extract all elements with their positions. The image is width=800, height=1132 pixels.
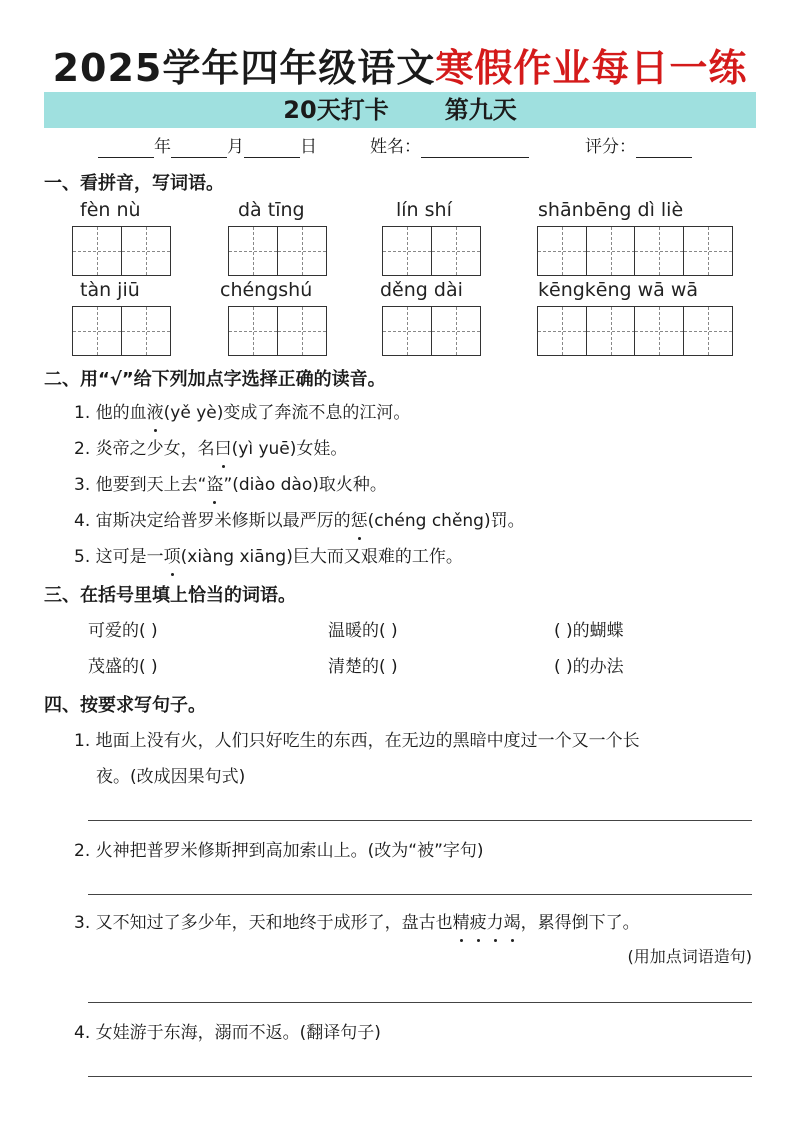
s2-item-5[interactable]: 5. 这可是一项(xiàng xiāng)巨大而又艰难的工作。 — [74, 544, 463, 570]
pinyin-1: fèn nù — [80, 199, 141, 221]
pinyin-6: chéngshú — [220, 279, 313, 301]
fill-6[interactable]: ( )的办法 — [554, 657, 624, 677]
banner-day: 第九天 — [444, 96, 517, 124]
grid-7[interactable] — [382, 306, 481, 356]
grid-2[interactable] — [228, 226, 327, 276]
answer-line-4[interactable] — [88, 1076, 752, 1077]
grid-4[interactable] — [537, 226, 733, 276]
grid-8[interactable] — [537, 306, 733, 356]
s4-q1-line1: 1. 地面上没有火，人们只好吃生的东西，在无边的黑暗中度过一个又一个长 — [74, 731, 640, 751]
banner-checkin: 20天打卡 — [283, 96, 389, 124]
grid-6[interactable] — [228, 306, 327, 356]
pinyin-4: shānbēng dì liè — [538, 199, 684, 221]
pinyin-7: děng dài — [380, 279, 463, 301]
title-red: 寒假作业每日一练 — [435, 46, 748, 90]
fill-2[interactable]: 温暖的( ) — [328, 621, 398, 641]
pinyin-8: kēngkēng wā wā — [538, 279, 699, 301]
answer-line-1[interactable] — [88, 820, 752, 821]
fill-5[interactable]: 清楚的( ) — [328, 657, 398, 677]
worksheet-title — [0, 40, 800, 96]
section3-heading: 三、在括号里填上恰当的词语。 — [44, 585, 296, 606]
grid-3[interactable] — [382, 226, 481, 276]
s2-item-4[interactable]: 4. 宙斯决定给普罗米修斯以最严厉的惩(chéng chěng)罚。 — [74, 508, 525, 534]
fill-4[interactable]: 茂盛的( ) — [88, 657, 158, 677]
info-row — [0, 130, 800, 164]
pinyin-3: lín shí — [396, 199, 452, 221]
s2-item-2[interactable]: 2. 炎帝之少女，名曰(yì yuē)女娃。 — [74, 436, 347, 462]
score-field[interactable]: 评分： — [585, 130, 692, 164]
date-fields[interactable]: 年 月 日 — [98, 130, 317, 164]
fill-1[interactable]: 可爱的( ) — [88, 621, 158, 641]
name-field[interactable]: 姓名： — [370, 130, 529, 164]
section4-heading: 四、按要求写句子。 — [44, 695, 206, 716]
section1-heading: 一、看拼音，写词语。 — [44, 173, 224, 194]
section2-heading: 二、用“√”给下列加点字选择正确的读音。 — [44, 369, 386, 390]
pinyin-2: dà tīng — [238, 199, 305, 221]
s4-q2: 2. 火神把普罗米修斯押到高加索山上。(改为“被”字句) — [74, 841, 484, 861]
s4-q3: 3. 又不知过了多少年，天和地终于成形了，盘古也精疲力竭，累得倒下了。 — [74, 910, 640, 936]
pinyin-5: tàn jiū — [80, 279, 140, 301]
answer-line-3[interactable] — [88, 1002, 752, 1003]
s4-q3-note: (用加点词语造句) — [627, 947, 752, 966]
s2-item-3[interactable]: 3. 他要到天上去“盗”(diào dào)取火种。 — [74, 472, 387, 498]
grid-5[interactable] — [72, 306, 171, 356]
s2-item-1[interactable]: 1. 他的血液(yě yè)变成了奔流不息的江河。 — [74, 400, 410, 426]
title-black: 2025学年四年级语文 — [52, 46, 436, 90]
answer-line-2[interactable] — [88, 894, 752, 895]
s4-q1-line2: 夜。(改成因果句式) — [96, 767, 246, 787]
fill-3[interactable]: ( )的蝴蝶 — [554, 621, 624, 641]
grid-1[interactable] — [72, 226, 171, 276]
s4-q4: 4. 女娃游于东海，溺而不返。(翻译句子) — [74, 1023, 381, 1043]
day-banner — [44, 92, 756, 128]
